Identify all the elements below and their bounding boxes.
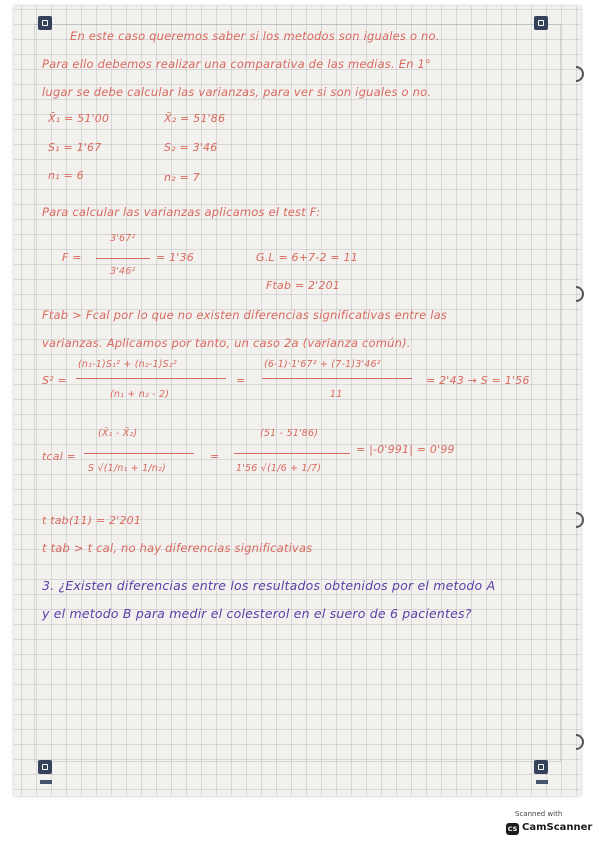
equals-sign: = xyxy=(236,374,246,387)
t-substituted-denominator: 1'56 √(1/6 + 1/7) xyxy=(236,463,322,474)
t-numerator: (X̄₁ - X̄₂) xyxy=(98,428,138,439)
camscanner-logo-icon: CS xyxy=(507,825,518,833)
camscanner-name: CamScanner xyxy=(522,822,593,833)
text-line: Ftab > Fcal por lo que no existen diferencias significativas entre las xyxy=(42,308,448,322)
camscanner-badge xyxy=(503,810,593,842)
binder-ring-icon xyxy=(565,731,588,754)
fraction-bar xyxy=(96,258,150,259)
corner-marker-icon xyxy=(38,760,52,774)
conclusion: t tab > t cal, no hay diferencias significativas xyxy=(42,541,313,555)
text-line: Para ello debemos realizar una comparativa de las medias. En 1° xyxy=(42,57,432,71)
text-line: varianzas. Aplicamos por tanto, un caso 2a (varianza común). xyxy=(42,336,411,350)
std-dev-2: S₂ = 3'46 xyxy=(164,141,218,154)
t-table: t tab(11) = 2'201 xyxy=(42,514,142,527)
footer-mark xyxy=(40,780,52,784)
question-line: y el metodo B para medir el colesterol en el suero de 6 pacientes? xyxy=(42,606,472,621)
f-result: = 1'36 xyxy=(156,251,194,264)
fraction-bar xyxy=(262,378,412,379)
binder-ring-icon xyxy=(565,63,588,86)
pooled-numerator: (n₁-1)S₁² + (n₂-1)S₂² xyxy=(78,359,177,370)
t-denominator: S √(1/n₁ + 1/n₂) xyxy=(88,463,166,474)
pooled-result: = 2'43 → S = 1'56 xyxy=(426,374,530,387)
question-line: 3. ¿Existen diferencias entre los resultados obtenidos por el metodo A xyxy=(42,578,496,593)
std-dev-1: S₁ = 1'67 xyxy=(48,141,102,154)
t-substituted-numerator: (51 - 51'86) xyxy=(260,428,319,439)
sample-size-1: n₁ = 6 xyxy=(48,169,84,182)
equals-sign: = xyxy=(210,450,220,463)
pooled-denominator: (n₁ + n₂ - 2) xyxy=(110,389,170,400)
text-line: Para calcular las varianzas aplicamos el test F: xyxy=(42,205,321,219)
mean-2: X̄₂ = 51'86 xyxy=(164,112,226,125)
f-numerator: 3'67² xyxy=(110,233,136,244)
corner-marker-icon xyxy=(534,16,548,30)
sample-size-2: n₂ = 7 xyxy=(164,171,200,184)
fraction-bar xyxy=(84,453,194,454)
t-result: = |-0'991| = 0'99 xyxy=(356,443,455,456)
pooled-substituted-denominator: 11 xyxy=(330,389,343,400)
text-line: lugar se debe calcular las varianzas, para ver si son iguales o no. xyxy=(42,85,432,99)
degrees-of-freedom: G.L = 6+7-2 = 11 xyxy=(256,251,358,264)
f-label: F = xyxy=(62,251,82,264)
notebook-page xyxy=(14,6,581,796)
fraction-bar xyxy=(234,453,350,454)
binder-ring-icon xyxy=(565,509,588,532)
text-line: En este caso queremos saber si los metodos son iguales o no. xyxy=(70,29,440,43)
corner-marker-icon xyxy=(38,16,52,30)
f-table: Ftab = 2'201 xyxy=(266,279,340,292)
binder-ring-icon xyxy=(565,283,588,306)
t-calc-label: tcal = xyxy=(42,450,77,463)
pooled-substituted-numerator: (6-1)·1'67² + (7-1)3'46² xyxy=(264,359,381,370)
footer-mark xyxy=(536,780,548,784)
fraction-bar xyxy=(76,378,226,379)
mean-1: X̄₁ = 51'00 xyxy=(48,112,110,125)
f-denominator: 3'46² xyxy=(110,266,136,277)
pooled-variance-label: S² = xyxy=(42,374,67,387)
corner-marker-icon xyxy=(534,760,548,774)
scanned-with-label: Scanned with xyxy=(515,810,563,818)
